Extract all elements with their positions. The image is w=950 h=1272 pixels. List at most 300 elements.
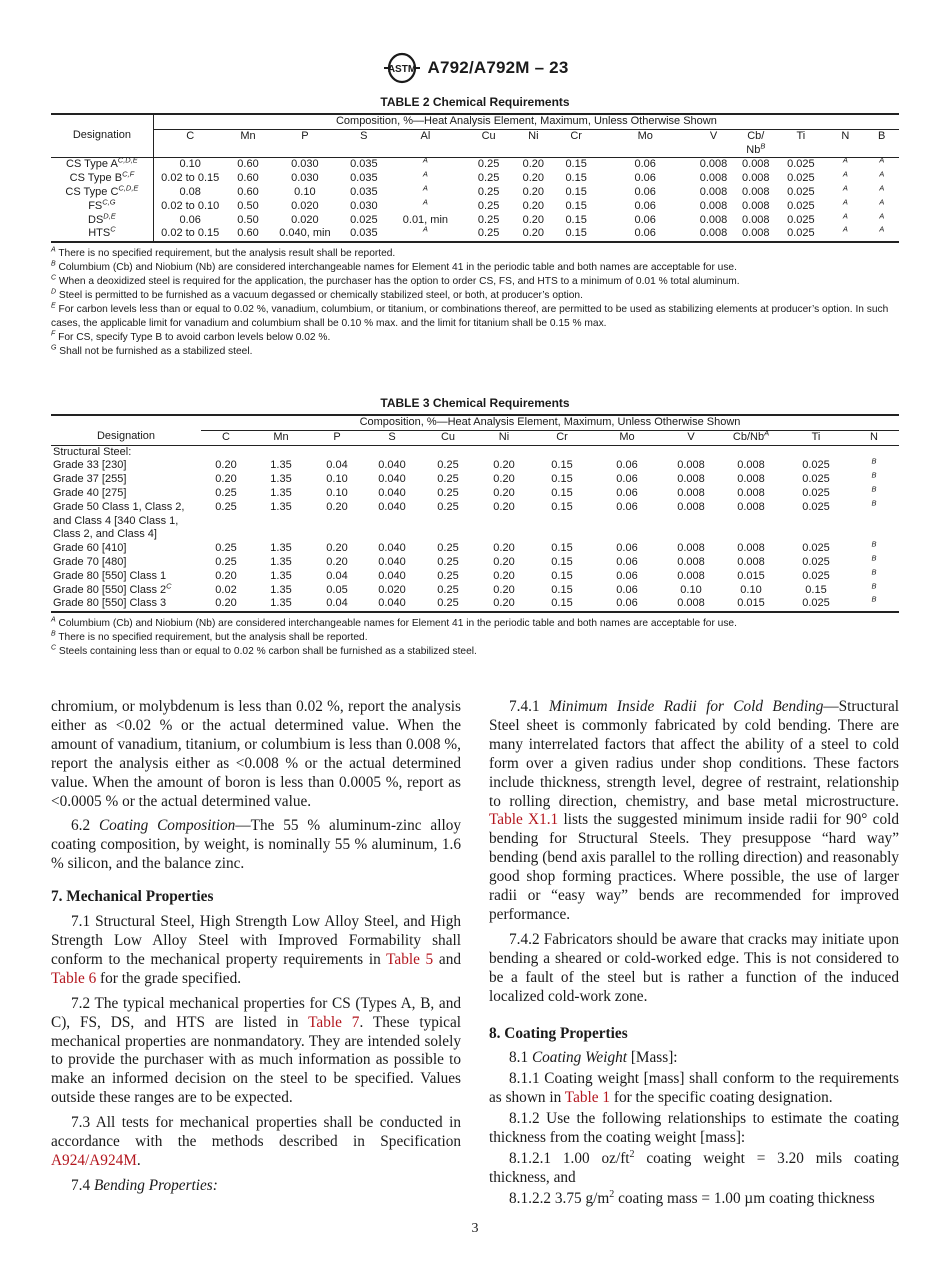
value-cell: 0.25 [437, 473, 459, 486]
value-cell: 0.10 [326, 486, 348, 499]
value-cell: 0.25 [437, 486, 459, 499]
value-cell: 0.06 [634, 213, 656, 226]
value-cell: 0.008 [663, 597, 719, 612]
value-cell: 0.15 [565, 199, 587, 212]
value-cell: 0.20 [493, 473, 515, 486]
column-header: S [340, 129, 387, 158]
table-row [51, 186, 899, 200]
value-cell: 0.008 [742, 172, 770, 185]
value-cell: 0.030 [350, 199, 378, 212]
value-cell: 0.25 [477, 199, 500, 212]
value-cell: B [849, 597, 899, 612]
value-cell: 0.04 [326, 459, 348, 472]
table-row [51, 227, 899, 242]
value-cell: 0.15 [551, 569, 573, 582]
value-cell: 0.06 [616, 500, 638, 513]
designation-cell: CS Type $B^{C,F}$ [51, 172, 153, 186]
value-cell: A [422, 183, 428, 193]
value-cell: 1.35 [270, 500, 292, 513]
value-cell: 0.15 [551, 473, 573, 486]
value-cell: A [422, 197, 428, 207]
heading-mechanical-properties: 7. Mechanical Properties [51, 888, 214, 906]
value-cell: 0.25 [437, 459, 459, 472]
value-cell: 0.20 [493, 459, 515, 472]
footnote: $^C$ Steels containing less than or equal to 0.02 % carbon shall be furnished as a stabilized steel. [51, 644, 477, 657]
table-row [51, 214, 899, 228]
value-cell: 0.040 [378, 473, 406, 486]
value-cell: 0.08 [179, 185, 201, 198]
value-cell: 0.008 [699, 172, 728, 185]
value-cell: 0.25 [437, 500, 459, 513]
value-cell: 0.008 [677, 473, 705, 486]
designation-cell: CS Type $C^{C,D,E}$ [51, 186, 153, 200]
column-header: Mo [591, 430, 663, 445]
section-7-2: 7.2 The typical mechanical properties for CS (Types A, B, and C), FS, DS, and HTS are listed in Table 7. These typical mechanical properties are nonmandatory. They are intended solely to provide the purchaser with as much information as possible to make an informed decision on the steel to be specified. Values outside these ranges are to be expected. [51, 994, 461, 1107]
value-cell: 0.60 [237, 158, 259, 171]
value-cell: 1.35 [270, 473, 292, 486]
value-cell: A [879, 155, 885, 165]
value-cell: 0.06 [599, 227, 691, 242]
value-cell: 0.06 [616, 569, 638, 582]
section-7-4: 7.4 Bending Properties: [71, 1176, 218, 1194]
table-row [51, 487, 899, 501]
value-cell: 0.20 [493, 569, 515, 582]
value-cell: B [871, 456, 877, 466]
value-cell: 0.02 to 0.15 [161, 172, 220, 185]
value-cell: 0.15 [565, 185, 587, 198]
value-cell: 0.60 [227, 227, 270, 242]
value-cell: 0.25 [215, 542, 237, 555]
value-cell: 0.035 [350, 185, 378, 198]
value-cell: A [864, 227, 899, 242]
value-cell: 0.25 [215, 486, 237, 499]
value-cell: 0.040 [378, 459, 406, 472]
column-header: S [363, 430, 421, 445]
value-cell: 0.05 [326, 583, 348, 596]
value-cell: 0.02 to 0.10 [161, 199, 220, 212]
table-3-title: TABLE 3 Chemical Requirements [380, 396, 570, 410]
value-cell: 0.25 [437, 555, 459, 568]
value-cell: 0.040 [378, 486, 406, 499]
value-cell: A [879, 197, 885, 207]
value-cell: 0.06 [616, 473, 638, 486]
value-cell: 0.06 [616, 486, 638, 499]
column-header: Ni [514, 129, 553, 158]
value-cell: 0.20 [326, 555, 348, 568]
value-cell: 0.008 [677, 486, 705, 499]
value-cell: 0.15 [553, 227, 600, 242]
value-cell: 0.008 [677, 569, 705, 582]
value-cell: 0.008 [677, 459, 705, 472]
section-7-3: 7.3 All tests for mechanical properties shall be conducted in accordance with the methods described in Specification A924/A924M. [51, 1114, 461, 1169]
value-cell: 0.25 [215, 500, 237, 513]
table-row [51, 570, 899, 584]
value-cell: A [422, 155, 428, 165]
value-cell: 0.008 [737, 486, 765, 499]
value-cell: 0.06 [616, 555, 638, 568]
column-header: Cb/ $Nb^B$ [736, 129, 775, 158]
value-cell: 0.20 [522, 158, 545, 171]
value-cell: 0.50 [237, 199, 259, 212]
value-cell: 0.008 [699, 213, 728, 226]
value-cell: 0.030 [291, 158, 319, 171]
value-cell: 0.040 [378, 569, 406, 582]
designation-cell: Grade 37 [255] [53, 473, 127, 486]
value-cell: 0.025 [802, 473, 830, 486]
table-3 [51, 414, 899, 613]
footnote: $^A$ Columbium (Cb) and Niobium (Nb) are considered interchangeable names for Element 41 in the periodic table and both names are acceptable for use. [51, 616, 737, 630]
value-cell: A [826, 227, 864, 242]
value-cell: 0.025 [802, 486, 830, 499]
value-cell: 0.20 [215, 569, 237, 582]
designation-cell: Grade 33 [230] [53, 459, 127, 472]
table-row [51, 158, 899, 172]
value-cell: 0.02 to 0.15 [153, 227, 226, 242]
link-table-6[interactable]: Table 6 [51, 969, 97, 987]
value-cell: 0.20 [493, 542, 515, 555]
table-3-section [51, 396, 899, 659]
value-cell: 0.10 [179, 158, 201, 171]
value-cell: 0.06 [616, 459, 638, 472]
value-cell: A [387, 227, 463, 242]
value-cell: A [842, 169, 848, 179]
value-cell: 0.008 [737, 542, 765, 555]
value-cell: 0.06 [616, 583, 638, 596]
value-cell: 0.20 [522, 172, 545, 185]
column-header: C [153, 129, 226, 158]
value-cell: 0.025 [787, 158, 815, 171]
value-cell: 0.025 [802, 542, 830, 555]
value-cell: 0.10 [740, 583, 762, 596]
value-cell: A [842, 155, 848, 165]
column-header: Mn [251, 430, 311, 445]
value-cell: 0.06 [616, 542, 638, 555]
footnote: $^C$ When a deoxidized steel is required for the application, the purchaser has the option to order CS, FS, and HTS to a minimum of 0.01 % total aluminum. [51, 274, 740, 287]
value-cell: 0.015 [737, 569, 765, 582]
value-cell: 0.035 [350, 158, 378, 171]
value-cell: 0.008 [737, 459, 765, 472]
table-3-footnotes [51, 617, 899, 659]
value-cell: 0.008 [699, 185, 728, 198]
table-row [51, 459, 899, 473]
value-cell: 1.35 [270, 486, 292, 499]
value-cell: 0.008 [742, 158, 770, 171]
paragraph-continued: chromium, or molybdenum is less than 0.02 %, report the analysis either as <0.02 % or the actual determined value. When the amount of vanadium, titanium, or columbium is less than 0.008 %, report the analysis either as <0.008 % or the actual determined value. When the amount of boron is less than 0.0005 %, report as <0.0005 % or the actual determined value. [51, 698, 461, 810]
value-cell: 0.10 [680, 583, 702, 596]
value-cell: 0.040 [378, 542, 406, 555]
link-table-x1-1[interactable]: Table X1.1 [489, 811, 559, 829]
value-cell: 0.020 [291, 199, 319, 212]
table-row [51, 473, 899, 487]
table-2-section [51, 95, 899, 358]
value-cell: 0.040 [363, 597, 421, 612]
page-number: 3 [471, 1221, 479, 1236]
designation-cell: Grade 80 [550] Class 1 [53, 569, 167, 582]
value-cell: 0.10 [326, 473, 348, 486]
table-2-title: TABLE 2 Chemical Requirements [380, 95, 570, 109]
designation-cell: $DS^{D,E}$ [51, 214, 153, 228]
value-cell: A [842, 210, 848, 220]
value-cell: A [422, 169, 428, 179]
footnote: $^D$ Steel is permitted to be furnished as a vacuum degassed or chemically stabilized steel, or both, at producer’s option. [51, 288, 583, 301]
value-cell: 0.008 [677, 555, 705, 568]
column-header: Mo [599, 129, 691, 158]
value-cell: B [871, 580, 877, 590]
value-cell: 1.35 [270, 555, 292, 568]
column-header: Designation [51, 129, 153, 158]
value-cell: 0.20 [493, 583, 515, 596]
designation-cell: Grade 40 [275] [53, 486, 127, 499]
column-header: V [663, 430, 719, 445]
value-cell: 0.25 [477, 213, 500, 226]
value-cell: 0.25 [421, 597, 475, 612]
value-cell: 0.15 [551, 459, 573, 472]
value-cell: 0.20 [215, 459, 237, 472]
table-row [51, 542, 899, 556]
value-cell: 0.15 [551, 555, 573, 568]
value-cell: B [871, 539, 877, 549]
section-6-2-title: Coating Composition [98, 817, 236, 835]
value-cell: 0.06 [634, 199, 656, 212]
value-cell: 0.040 [378, 500, 406, 513]
table-row [51, 556, 899, 570]
value-cell: 0.20 [522, 213, 545, 226]
value-cell: 0.035 [350, 172, 378, 185]
column-header: B [864, 129, 899, 158]
value-cell: 0.06 [634, 158, 656, 171]
column-header: V [691, 129, 736, 158]
value-cell: 0.06 [634, 172, 656, 185]
value-cell: 0.20 [326, 500, 348, 513]
value-cell: 0.25 [437, 542, 459, 555]
designation-cell: Grade 70 [480] [53, 555, 127, 568]
value-cell: 0.008 [742, 185, 770, 198]
column-header: Ni [475, 430, 533, 445]
value-cell: 0.025 [350, 213, 378, 226]
link-a924[interactable]: A924/A924M [51, 1151, 137, 1169]
table-2-footnotes [51, 247, 899, 358]
value-cell: 0.040 [378, 555, 406, 568]
value-cell: 0.20 [493, 486, 515, 499]
table-group-row [51, 445, 899, 459]
table-row [51, 172, 899, 186]
column-header: P [311, 430, 363, 445]
value-cell: 0.008 [677, 542, 705, 555]
column-header: Mn [227, 129, 270, 158]
value-cell: 1.35 [270, 583, 292, 596]
value-cell: 0.25 [477, 172, 500, 185]
value-cell: B [871, 484, 877, 494]
value-cell: 0.04 [311, 597, 363, 612]
value-cell: 0.20 [522, 199, 545, 212]
column-header: Cr [533, 430, 591, 445]
column-header: N [849, 430, 899, 445]
footnote: $^F$ For CS, specify Type B to avoid carbon levels below 0.02 %. [51, 330, 331, 343]
value-cell: 0.20 [493, 500, 515, 513]
column-header: Ti [783, 430, 849, 445]
value-cell: 0.008 [742, 213, 770, 226]
value-cell: 0.25 [437, 583, 459, 596]
value-cell: 0.20 [326, 542, 348, 555]
value-cell: 0.20 [493, 555, 515, 568]
value-cell: 0.025 [783, 597, 849, 612]
column-header: Ti [776, 129, 827, 158]
section-8-1-2-1: 8.1.2.1 1.00 $oz/ft^2$ coating weight = 3.20 mils coating thickness, and [489, 1148, 899, 1186]
table-row [51, 597, 899, 612]
value-cell: B [871, 498, 877, 508]
value-cell: 0.008 [691, 227, 736, 242]
value-cell: B [871, 553, 877, 563]
value-cell: 1.35 [270, 569, 292, 582]
value-cell: 0.008 [737, 473, 765, 486]
group-label: Structural Steel: [53, 445, 132, 458]
value-cell: 0.20 [215, 473, 237, 486]
value-cell: 0.008 [699, 199, 728, 212]
column-header: P [269, 129, 340, 158]
column-header: N [826, 129, 864, 158]
value-cell: 0.60 [237, 185, 259, 198]
section-7-4-2: 7.4.2 Fabricators should be aware that cracks may initiate upon bending a sheared or cold-worked edge. This is not considered to be a fault of the steel but is rather a function of the induced localized cold-work zone. [489, 930, 899, 1005]
value-cell: 0.20 [475, 597, 533, 612]
table-row [51, 501, 899, 542]
footnote: $^B$ Columbium (Cb) and Niobium (Nb) are considered interchangeable names for Element 41 in the periodic table and both names are acceptable for use. [51, 260, 737, 274]
value-cell: 0.02 [215, 583, 237, 596]
value-cell: 0.20 [522, 185, 545, 198]
table-row [51, 584, 899, 598]
table-row [51, 200, 899, 214]
column-header: Cu [463, 129, 513, 158]
value-cell: 0.025 [802, 500, 830, 513]
designation-cell: $FS^{C,G}$ [51, 200, 153, 214]
value-cell: 0.15 [533, 597, 591, 612]
value-cell: 0.025 [787, 185, 815, 198]
value-cell: 0.25 [477, 158, 500, 171]
value-cell: 0.15 [551, 500, 573, 513]
value-cell: 0.25 [463, 227, 513, 242]
column-header: Al [387, 129, 463, 158]
value-cell: 0.008 [742, 199, 770, 212]
column-header: $Cb/Nb^A$ [719, 430, 783, 445]
value-cell: 1.35 [251, 597, 311, 612]
value-cell: 0.025 [776, 227, 827, 242]
heading-coating-properties: 8. Coating Properties [489, 1024, 628, 1042]
value-cell: 0.020 [378, 583, 406, 596]
designation-cell: Grade 80 [550] Class 3 [51, 597, 201, 612]
value-cell: 0.035 [340, 227, 387, 242]
value-cell: 0.10 [294, 185, 316, 198]
link-table-1[interactable]: Table 1 [564, 1089, 611, 1107]
composition-header: Composition, %—Heat Analysis Element, Maximum, Unless Otherwise Shown [201, 415, 899, 430]
value-cell: 0.025 [802, 555, 830, 568]
svg-text:ASTM: ASTM [387, 64, 416, 75]
value-cell: A [879, 169, 885, 179]
value-cell: A [842, 197, 848, 207]
value-cell: 1.35 [270, 459, 292, 472]
section-8-1-2: 8.1.2 Use the following relationships to estimate the coating thickness from the coating weight [mass]: [489, 1110, 899, 1147]
composition-header: Composition, %—Heat Analysis Element, Maximum, Unless Otherwise Shown [153, 114, 899, 129]
footnote: $^B$ There is no specified requirement, but the analysis shall be reported. [51, 630, 368, 644]
designation-cell: Grade 60 [410] [53, 542, 127, 555]
value-cell: 0.008 [699, 158, 728, 171]
column-header: Designation [51, 430, 201, 445]
value-cell: 0.15 [565, 158, 587, 171]
value-cell: 0.15 [565, 213, 587, 226]
value-cell: 0.06 [634, 185, 656, 198]
footnote: $^E$ For carbon levels less than or equal to 0.02 %, vanadium, columbium, or titanium, or combinations thereof, are permitted to be used as stabilizing elements at producer’s option. In such cases, the applicable limit for vanadium and columbium shall be 0.10 % max. and the limit for titanium shall be 0.15 % max. [51, 302, 889, 329]
value-cell: 0.20 [201, 597, 251, 612]
footnote: $^A$ There is no specified requirement, but the analysis result shall be reported. [51, 246, 396, 260]
value-cell: 0.25 [437, 569, 459, 582]
value-cell: 0.04 [326, 569, 348, 582]
value-cell: 0.008 [737, 500, 765, 513]
footnote: $^G$ Shall not be furnished as a stabilized steel. [51, 344, 253, 357]
value-cell: 0.025 [802, 459, 830, 472]
value-cell: 0.15 [551, 542, 573, 555]
section-8-1-2-2: 8.1.2.2 3.75 $g/m^2$ coating mass = 1.00 µm coating thickness [509, 1188, 875, 1207]
value-cell: A [842, 183, 848, 193]
value-cell: 0.008 [737, 555, 765, 568]
value-cell: B [871, 567, 877, 577]
value-cell: 0.025 [787, 213, 815, 226]
column-header: Cu [421, 430, 475, 445]
value-cell: 0.15 [805, 583, 827, 596]
value-cell: 0.025 [787, 199, 815, 212]
designation-cell: $HTS^C$ [51, 227, 153, 242]
value-cell: 0.06 [591, 597, 663, 612]
value-cell: 0.25 [215, 555, 237, 568]
column-header: C [201, 430, 251, 445]
value-cell: 0.008 [677, 500, 705, 513]
value-cell: A [879, 210, 885, 220]
section-7-1: 7.1 Structural Steel, High Strength Low Alloy Steel, and High Strength Low Alloy Steel with Improved Formability shall conform to the mechanical property requirements in Table 5 and Table 6 for the grade specified. [51, 913, 461, 987]
designation-cell: CS Type $A^{C,D,E}$ [51, 158, 153, 172]
value-cell: 0.020 [291, 213, 319, 226]
section-6-2: 6.2 Coating Composition—The 55 % aluminum-zinc alloy coating composition, by weight, is nominally 55 % aluminum, 1.6 % silicon, and the balance zinc. [51, 817, 461, 873]
section-8-1: 8.1 Coating Weight [Mass]: [509, 1049, 678, 1067]
section-7-4-1: 7.4.1 Minimum Inside Radii for Cold Bending—Structural Steel sheet is commonly fabricated by cold bending. There are many interrelated factors that affect the ability of a steel to cold form over a given radius under shop conditions. These factors include thickness, strength level, degree of restraint, relationship to rolling direction, chemistry, and base metal microstructure. Table X1.1 lists the suggested minimum inside radii for 90° cold bending for Structural Steels. They presuppose “hard way” bending (bend axis parallel to the rolling direction) and reasonably good shop forming practices. Where possible, the use of larger radii or “easy way” bends are recommended for improved performance. [489, 698, 899, 923]
value-cell: 0.040, min [269, 227, 340, 242]
value-cell: 1.35 [270, 542, 292, 555]
table-2 [51, 113, 899, 243]
designation-cell: Grade 50 Class 1, Class 2, and Class 4 [340 Class 1, Class 2, and Class 4] [53, 500, 185, 541]
document-header [0, 52, 950, 89]
link-table-7[interactable]: Table 7 [308, 1013, 360, 1031]
value-cell: 0.01, min [402, 213, 449, 226]
value-cell: 0.20 [514, 227, 553, 242]
value-cell: 0.025 [802, 569, 830, 582]
value-cell: 0.025 [787, 172, 815, 185]
value-cell: 0.15 [551, 583, 573, 596]
section-8-1-1: 8.1.1 Coating weight [mass] shall conform to the requirements as shown in Table 1 for the specific coating designation. [489, 1070, 899, 1107]
value-cell: 0.60 [237, 172, 259, 185]
value-cell: 0.008 [736, 227, 775, 242]
body-right-column [489, 698, 899, 1211]
value-cell: 0.06 [179, 213, 201, 226]
value-cell: 0.030 [291, 172, 319, 185]
value-cell: B [871, 470, 877, 480]
astm-logo-icon [382, 52, 422, 84]
column-header: Cr [553, 129, 600, 158]
body-left-column [51, 698, 461, 1202]
value-cell: 0.50 [237, 213, 259, 226]
value-cell: 0.015 [719, 597, 783, 612]
designation-cell: Grade 80 [550] Class $2^C$ [53, 580, 172, 596]
value-cell: 0.15 [551, 486, 573, 499]
link-table-5[interactable]: Table 5 [386, 950, 434, 968]
value-cell: A [879, 183, 885, 193]
value-cell: 0.15 [565, 172, 587, 185]
value-cell: 0.25 [477, 185, 500, 198]
